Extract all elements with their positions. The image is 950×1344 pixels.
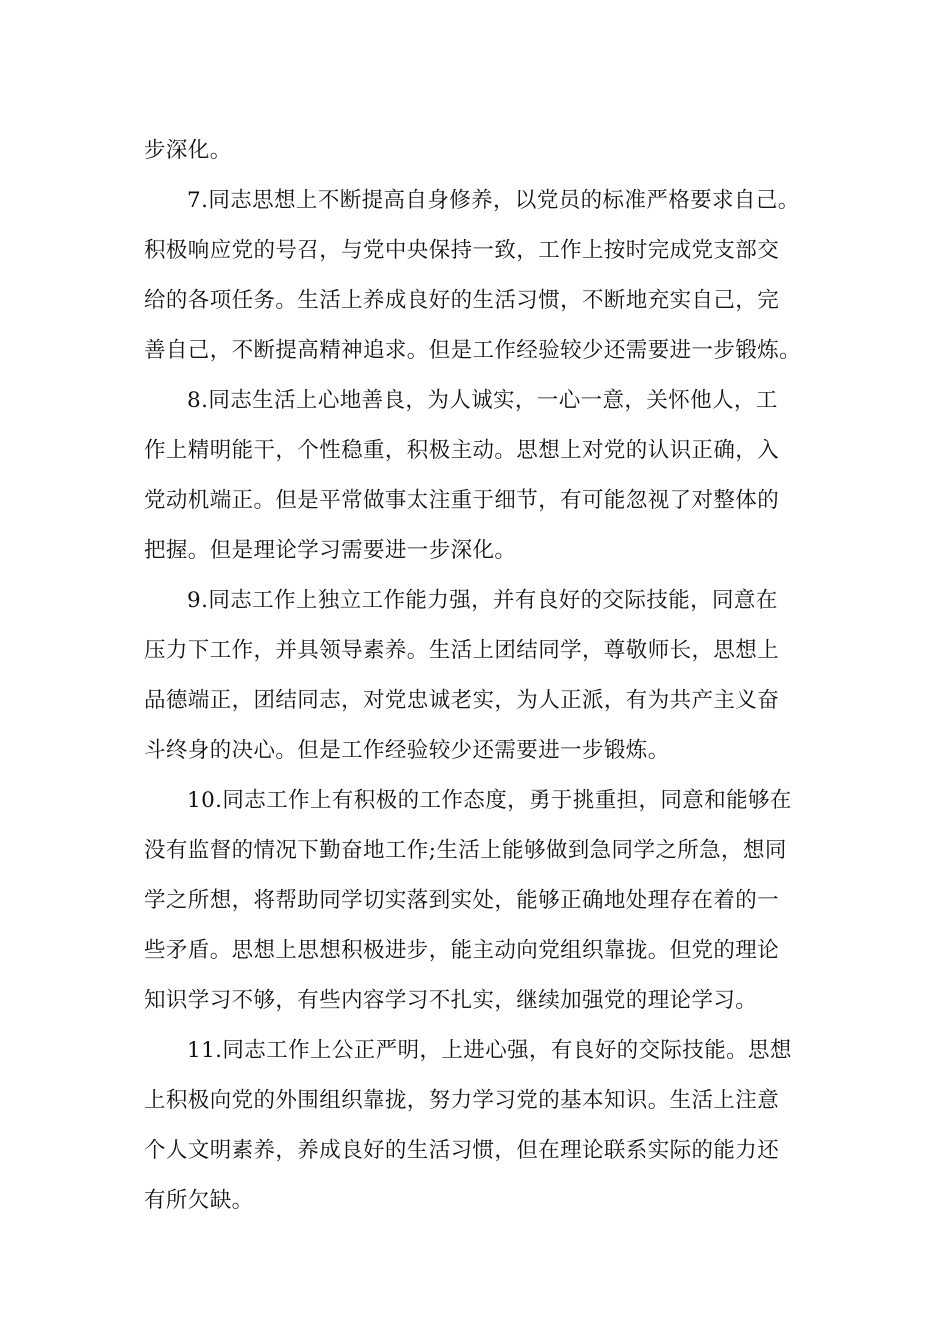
text-line: 没有监督的情况下勤奋地工作;生活上能够做到急同学之所急，想同 — [144, 838, 787, 863]
text-line: 品德端正，团结同志，对党忠诚老实，为人正派，有为共产主义奋 — [144, 688, 780, 713]
text-line: 学之所想，将帮助同学切实落到实处，能够正确地处理存在着的一 — [144, 888, 780, 913]
text-line: 作上精明能干，个性稳重，积极主动。思想上对党的认识正确，入 — [144, 438, 780, 463]
text-line: 压力下工作，并具领导素养。生活上团结同学，尊敬师长，思想上 — [144, 638, 780, 663]
text-line: 斗终身的决心。但是工作经验较少还需要进一步锻炼。 — [144, 738, 670, 763]
text-line: 个人文明素养，养成良好的生活习惯，但在理论联系实际的能力还 — [144, 1138, 780, 1163]
paragraph-8-first-line: 8.同志生活上心地善良，为人诚实，一心一意，关怀他人，工 — [187, 388, 778, 413]
text-line: 有所欠缺。 — [144, 1188, 254, 1213]
text-line: 些矛盾。思想上思想积极进步，能主动向党组织靠拢。但党的理论 — [144, 938, 780, 963]
text-line: 知识学习不够，有些内容学习不扎实，继续加强党的理论学习。 — [144, 988, 758, 1013]
text-line: 善自己，不断提高精神追求。但是工作经验较少还需要进一步锻炼。 — [144, 338, 802, 363]
text-line: 把握。但是理论学习需要进一步深化。 — [144, 538, 517, 563]
paragraph-9-first-line: 9.同志工作上独立工作能力强，并有良好的交际技能，同意在 — [187, 588, 778, 613]
text-line: 积极响应党的号召，与党中央保持一致，工作上按时完成党支部交 — [144, 238, 780, 263]
text-line: 党动机端正。但是平常做事太注重于细节，有可能忽视了对整体的 — [144, 488, 780, 513]
text-line: 给的各项任务。生活上养成良好的生活习惯，不断地充实自己，完 — [144, 288, 780, 313]
paragraph-7-first-line: 7.同志思想上不断提高自身修养，以党员的标准严格要求自己。 — [187, 188, 800, 213]
text-line: 上积极向党的外围组织靠拢，努力学习党的基本知识。生活上注意 — [144, 1088, 780, 1113]
paragraph-11-first-line: 11.同志工作上公正严明，上进心强，有良好的交际技能。思想 — [187, 1038, 792, 1063]
paragraph-10-first-line: 10.同志工作上有积极的工作态度，勇于挑重担，同意和能够在 — [187, 788, 792, 813]
text-line: 步深化。 — [144, 138, 232, 163]
